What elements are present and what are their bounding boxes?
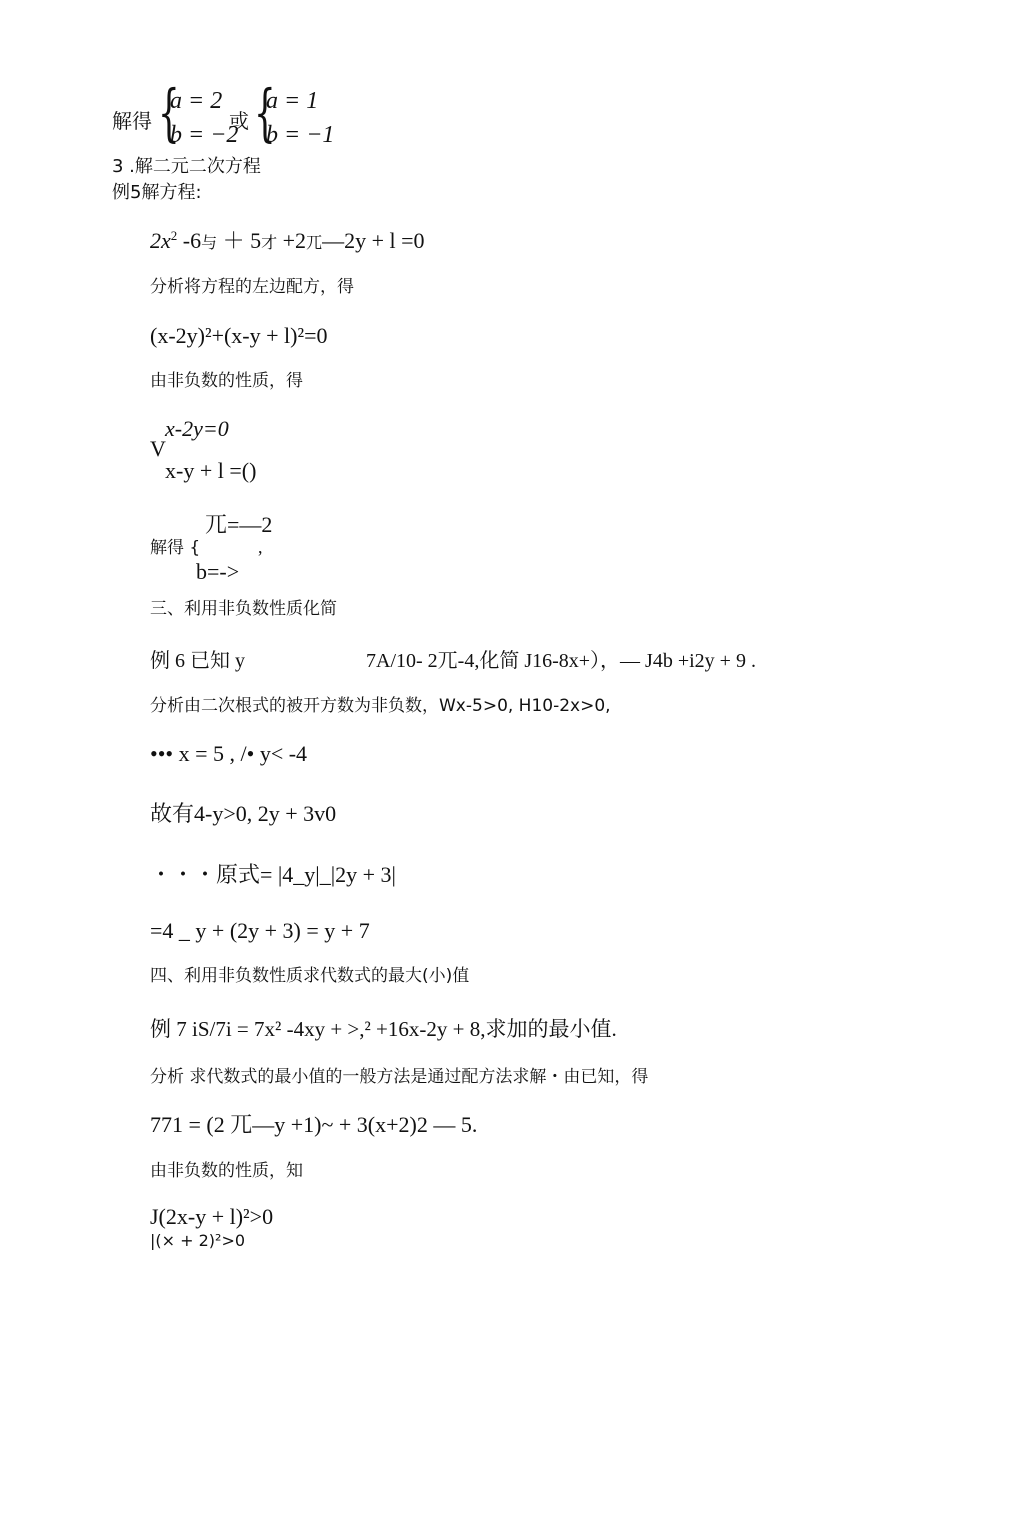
section3-title: 3 .解二元二次方程 [112,156,261,177]
solution5-comma: , [258,537,263,557]
example-7: 例 7 iS/7i = 7x² -4xy + >,² +16x-2y + 8,求加的最小值. [150,1017,617,1041]
solution5-top: 兀=—2 [205,512,273,537]
left-brace-1: { [158,76,180,149]
nonneg-text-2: 由非负数的性质，知 [150,1161,303,1181]
system2-eq-b: b = −1 [266,122,335,148]
system-v-line2: x-y + l =() [165,458,257,483]
system2-eq-a: a = 1 [266,88,319,114]
solution5-label: 解得 { [150,538,201,558]
nonneg-text-1: 由非负数的性质，得 [150,371,303,391]
example-6-right: 7A/10- 2兀-4,化简 J16-8x+），— J4b +i2y + 9 . [366,650,756,672]
equation-7: 771 = (2 兀—y +1)~ + 3(x+2)2 — 5. [150,1112,478,1137]
equation-6-result: =4 _ y + (2y + 3) = y + 7 [150,918,370,943]
equation-6-original: ・・・原式= |4_y|_|2y + 3| [150,862,396,887]
system-v-brace: V [150,436,166,461]
solution5-bottom: b=-> [196,559,240,584]
equation-5: $2x^2$ -6与 ＋ 5才 +2兀—2y + l =0 [150,228,425,253]
example5-title: 例5解方程: [112,182,202,203]
or-label: 或 [229,109,249,133]
inequality-1: J(2x-y + l)²>0 [150,1204,274,1229]
example-6-left: 例 6 已知 y [150,650,245,672]
system1-eq-b: b = −2 [170,122,239,148]
analysis-7: 分析 求代数式的最小值的一般方法是通过配方法求解・由已知，得 [150,1067,649,1087]
left-brace-2: { [254,76,276,149]
solve-label: 解得 [112,109,152,133]
section-three-title: 三、利用非负数性质化简 [150,599,337,619]
inequality-2: |(× + 2)²>0 [150,1231,246,1250]
system-v-line1: x-2y=0 [165,416,229,441]
analysis-5: 分析将方程的左边配方，得 [150,277,354,297]
equation-5-square: (x-2y)²+(x-y + l)²=0 [150,323,328,348]
section-four-title: 四、利用非负数性质求代数式的最大(小)值 [150,966,470,986]
equation-6-x: ••• x = 5 , /• y< -4 [150,741,308,766]
equation-6-therefore: 故有4-y>0, 2y + 3v0 [150,801,337,826]
system1-eq-a: a = 2 [170,88,223,114]
analysis-6: 分析由二次根式的被开方数为非负数，Wx-5>0, H10-2x>0, [150,696,611,716]
